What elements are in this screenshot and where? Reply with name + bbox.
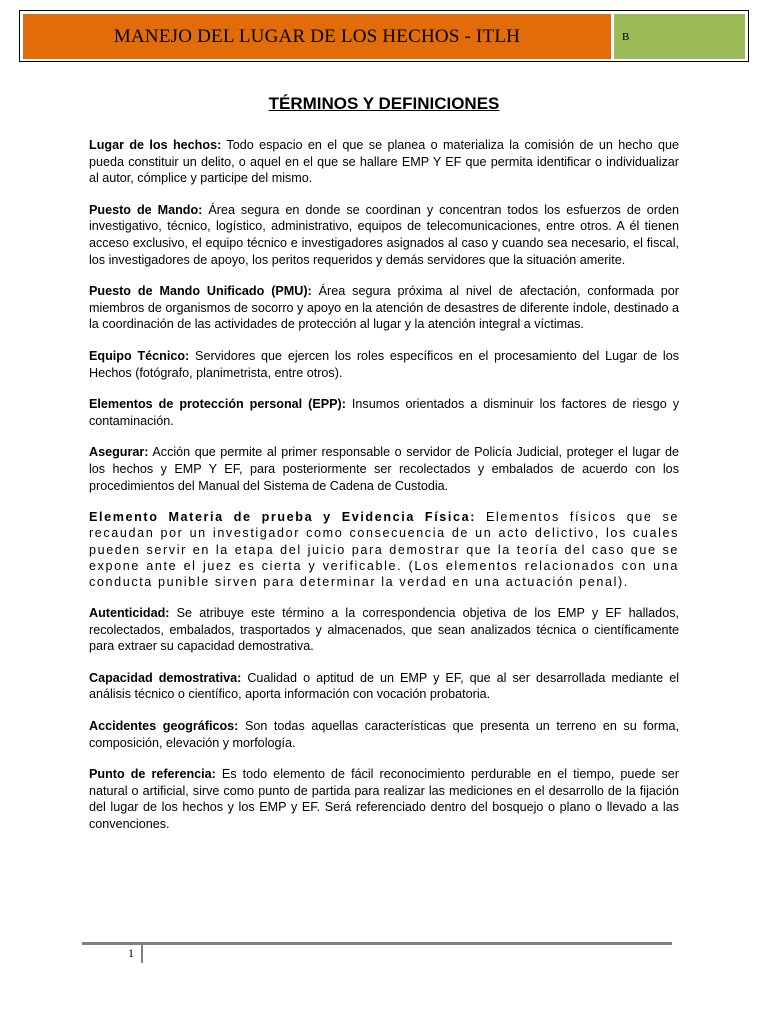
footer-divider [82, 942, 672, 945]
header-title-box [23, 14, 611, 59]
definition-entry [89, 444, 679, 494]
definition-term: Capacidad demostrativa: [89, 670, 242, 685]
definition-term: Puesto de Mando Unificado (PMU): [89, 284, 312, 299]
definition-text: Elementos físicos que se recaudan por un investigador como consecuencia de un acto delictivo, los cuales pueden servir en la etapa del juicio para demostrar que la teoría del caso que se expone ante el juez es cierta y verificable. (Los elementos relacionados con una conducta punible sirven para determinar la verdad en una actuación penal). [89, 510, 679, 589]
definition-entry [89, 718, 679, 751]
definition-entry [89, 137, 679, 187]
definition-term: Punto de referencia: [89, 767, 216, 782]
definition-text: Todo espacio en el que se planea o materializa la comisión de un hecho que pueda constituir un delito, o aquel en el que se hallare EMP Y EF que permita identificar o individualizar al autor, cómplice y participe del mismo. [89, 138, 679, 186]
definition-text: Cualidad o aptitud de un EMP y EF, que al ser desarrollada mediante el análisis técnico o científico, aporta información con vocación probatoria. [89, 670, 680, 702]
header-code: B [622, 30, 630, 43]
definition-entry [89, 605, 679, 655]
page-number: 1 [128, 946, 134, 960]
definition-text: Insumos orientados a disminuir los factores de riesgo y contaminación. [89, 397, 680, 428]
definition-term: Puesto de Mando: [89, 202, 203, 217]
definition-text: Es todo elemento de fácil reconocimiento perdurable en el tiempo, puede ser natural o artificial, sirve como punto de partida para realizar las mediciones en el desarrollo de la fijación del lugar de los hechos y los EMP y EF. Será referenciado dentro del bosquejo o plano o llevado a las convenciones. [89, 767, 679, 832]
definition-term: Elementos de protección personal (EPP): [89, 397, 346, 412]
definition-entry [89, 283, 679, 333]
header-title: MANEJO DEL LUGAR DE LOS HECHOS - ITLH [113, 25, 521, 47]
definition-text: Se atribuye este término a la correspondencia objetiva de los EMP y EF hallados, recolectados, embalados, trasportados y almacenados, que sean analizados técnica o científicamente para extraer su capacidad demostrativa. [89, 606, 679, 654]
definition-entry [89, 396, 679, 429]
definition-term: Lugar de los hechos: [89, 138, 222, 152]
definition-text: Son todas aquellas características que presenta un terreno en su forma, composición, elevación y morfología. [89, 719, 679, 750]
definition-text: Área segura en donde se coordinan y concentran todos los esfuerzos de orden investigativo, técnico, logístico, administrativo, equipos de telecomunicaciones, entre otros. A él tienen acceso exclusivo, el equipo técnico e investigadores asignados al caso y cuando sea necesario, el fiscal, los investigadores de apoyo, los peritos requeridos y demás servidores que la situación amerite. [89, 202, 679, 267]
footer-page-separator [141, 945, 143, 963]
definition-entry [89, 348, 679, 381]
definition-term: Accidentes geográficos: [89, 719, 239, 734]
definition-entry [89, 509, 679, 590]
definition-term: Autenticidad: [89, 606, 170, 621]
definitions-list [89, 137, 679, 848]
page-title: TÉRMINOS Y DEFINICIONES [268, 94, 500, 113]
definition-entry [89, 766, 679, 832]
definition-text: Área segura próxima al nivel de afectación, conformada por miembros de organismos de socorro y apoyo en la atención de desastres de diferente índole, destinado a la coordinación de las actividades de protección al lugar y la atención integral a víctimas. [89, 284, 679, 332]
definition-text: Servidores que ejercen los roles específicos en el procesamiento del Lugar de los Hechos (fotógrafo, planimetrista, entre otros). [89, 348, 679, 380]
definition-term: Elemento Materia de prueba y Evidencia Física: [89, 510, 476, 525]
header-code-box [614, 14, 745, 59]
definition-text: Acción que permite al primer responsable o servidor de Policía Judicial, proteger el lugar de los hechos y EMP Y EF, para posteriormente ser recolectados y embalados de acuerdo con los procedimientos del Manual del Sistema de Cadena de Custodia. [89, 445, 679, 493]
definition-entry [89, 670, 679, 703]
definition-entry [89, 202, 679, 268]
definition-term: Asegurar: [89, 445, 149, 460]
definition-term: Equipo Técnico: [89, 348, 190, 363]
